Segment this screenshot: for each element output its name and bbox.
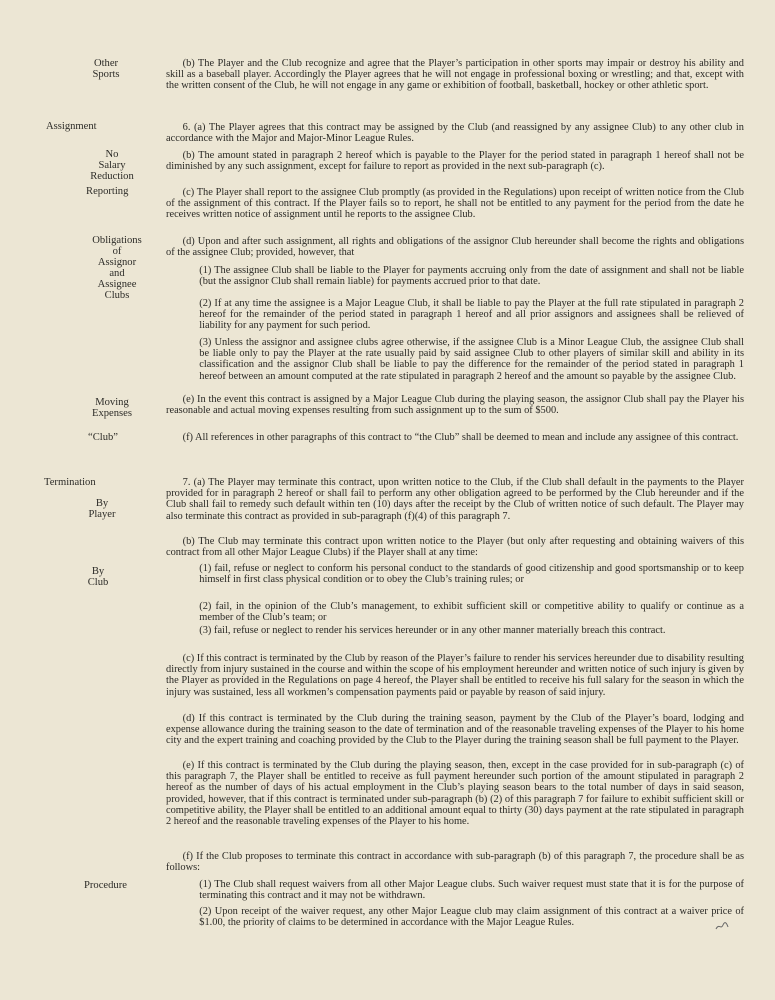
- label-obligations: Obligations of Assignor and Assignee Clubs: [92, 235, 142, 301]
- paragraph-7b2: (2) fail, in the opinion of the Club’s management, to exhibit sufficient skill or competitive ability to qualify or continue as a member of the Club’s team; or: [199, 601, 744, 624]
- paragraph-6d2: (2) If at any time the assignee is a Major League Club, it shall be liable to pay the Player at the full rate stipulated in paragraph 2 hereof for the remainder of the period stated in paragraph 1 hereof and all prior assignors and assignees shall be relieved of liability for any payment for such period.: [199, 298, 744, 332]
- label-no-salary-reduction: No Salary Reduction: [90, 149, 134, 182]
- label-by-player: By Player: [88, 498, 116, 520]
- paragraph-7c: (c) If this contract is terminated by the Club by reason of the Player’s failure to render his services hereunder due to disability resulting directly from injury sustained in the course and within the scope of his employment hereunder and written notice of such injury is given by the Player as provided in the Regulations on page 4 hereof, the Player shall be entitled to receive his full salary for the season in which the injury was sustained, less all workmen’s compensation payments paid or payable by reason of said injury.: [166, 653, 744, 698]
- paragraph-6d3: (3) Unless the assignor and assignee clubs agree otherwise, if the assignee Club is a Minor League Club, the assignee Club shall be liable only to pay the Player at the rate usually paid by said assignee Club to other players of similar skill and ability in its classification and the assignor Club shall be liable to pay the difference for the remainder of the period stated in paragraph 1 hereof between an amount computed at the rate stipulated in paragraph 2 hereof and the amount so payable by the assignee Club.: [199, 337, 744, 382]
- label-other-sports: Other Sports: [92, 58, 120, 80]
- label-reporting: Reporting: [86, 186, 129, 197]
- paragraph-7f: (f) If the Club proposes to terminate this contract in accordance with sub-paragraph (b) of this paragraph 7, the procedure shall be as follows:: [166, 851, 744, 874]
- paragraph-6a: 6. (a) The Player agrees that this contract may be assigned by the Club (and reassigned by any assignee Club) to any other club in accordance with the Major and Major-Minor League Rules.: [166, 122, 744, 145]
- paragraph-6d1: (1) The assignee Club shall be liable to the Player for payments accruing only from the date of assignment and shall not be liable (but the assignor Club shall remain liable) for payments accrued prior to that date.: [199, 265, 744, 288]
- label-moving-expenses: Moving Expenses: [91, 397, 132, 419]
- paragraph-7f1: (1) The Club shall request waivers from all other Major League clubs. Such waiver request must state that it is for the purpose of terminating this contract and it may not be withdrawn.: [199, 879, 744, 902]
- paragraph-6e: (e) In the event this contract is assigned by a Major League Club during the playing season, the assignor Club shall pay the Player his reasonable and actual moving expenses resulting from such assignment up to the sum of $500.: [166, 394, 744, 417]
- paragraph-7d: (d) If this contract is terminated by the Club during the training season, payment by the Club of the Player’s board, lodging and expense allowance during the training season to the date of termination and of the reasonable traveling expenses of the Player to his home city and the expert training and coaching provided by the Club to the Player during the training season shall be full payment to the Player.: [166, 713, 744, 747]
- paragraph-7b1: (1) fail, refuse or neglect to conform his personal conduct to the standards of good citizenship and good sportsmanship or to keep himself in first class physical condition or to obey the Club’s training rules; or: [199, 563, 744, 586]
- paragraph-7e: (e) If this contract is terminated by the Club during the playing season, then, except in the case provided for in sub-paragraph (c) of this paragraph 7, the Player shall be entitled to receive as full payment hereunder such portion of the amount stipulated in paragraph 2 hereof as the number of days of his actual employment in the Club’s playing season bears to the total number of days in said season, provided, however, that if this contract is terminated under sub-paragraph (b) (2) of this paragraph 7 for failure to exhibit sufficient skill or competitive ability, the Player shall be entitled to an additional amount equal to thirty (30) days payment at the rate stipulated in paragraph 2 hereof and the reasonable traveling expenses of the Player to his home.: [166, 760, 744, 828]
- paragraph-7f2: (2) Upon receipt of the waiver request, any other Major League club may claim assignment of this contract at a waiver price of $1.00, the priority of claims to be determined in accordance with the Major League Rules.: [199, 906, 744, 929]
- label-termination: Termination: [44, 477, 96, 488]
- label-club: “Club”: [88, 432, 119, 443]
- label-by-club: By Club: [87, 566, 109, 588]
- paragraph-6b: (b) The amount stated in paragraph 2 hereof which is payable to the Player for the period stated in paragraph 1 hereof shall not be diminished by any such assignment, except for failure to report as provided in the next sub-paragraph (c).: [166, 150, 744, 173]
- paragraph-6d: (d) Upon and after such assignment, all rights and obligations of the assignor Club hereunder shall become the rights and obligations of the assignee Club; provided, however, that: [166, 236, 744, 259]
- handwritten-mark-icon: [715, 921, 729, 934]
- paragraph-6f: (f) All references in other paragraphs of this contract to “the Club” shall be deemed to mean and include any assignee of this contract.: [182, 432, 739, 443]
- paragraph-7b3: (3) fail, refuse or neglect to render his services hereunder or in any other manner materially breach this contract.: [199, 625, 666, 636]
- label-assignment: Assignment: [46, 121, 97, 132]
- label-procedure: Procedure: [84, 880, 127, 891]
- paragraph-7b: (b) The Club may terminate this contract upon written notice to the Player (but only after requesting and obtaining waivers of this contract from all other Major League Clubs) if the Player shall at any time:: [166, 536, 744, 559]
- paragraph-7a: 7. (a) The Player may terminate this contract, upon written notice to the Club, if the Club shall default in the payments to the Player provided for in paragraph 2 hereof or shall fail to perform any other obligation agreed to be performed by the Club hereunder and if the Club shall fail to remedy such default within ten (10) days after the receipt by the Club of written notice of such default. The Player may also terminate this contract as provided in sub-paragraph (f)(4) of this paragraph 7.: [166, 477, 744, 522]
- paragraph-6c: (c) The Player shall report to the assignee Club promptly (as provided in the Regulations) upon receipt of written notice from the Club of the assignment of this contract. If the Player fails so to report, he shall not be entitled to any payment for the period from the date he receives written notice of assignment until he reports to the assignee Club.: [166, 187, 744, 221]
- paragraph-other-sports-b: (b) The Player and the Club recognize and agree that the Player’s participation in other sports may impair or destroy his ability and skill as a baseball player. Accordingly the Player agrees that he will not engage in professional boxing or wrestling; and that, except with the written consent of the Club, he will not engage in any game or exhibition of football, basketball, hockey or other athletic sport.: [166, 58, 744, 92]
